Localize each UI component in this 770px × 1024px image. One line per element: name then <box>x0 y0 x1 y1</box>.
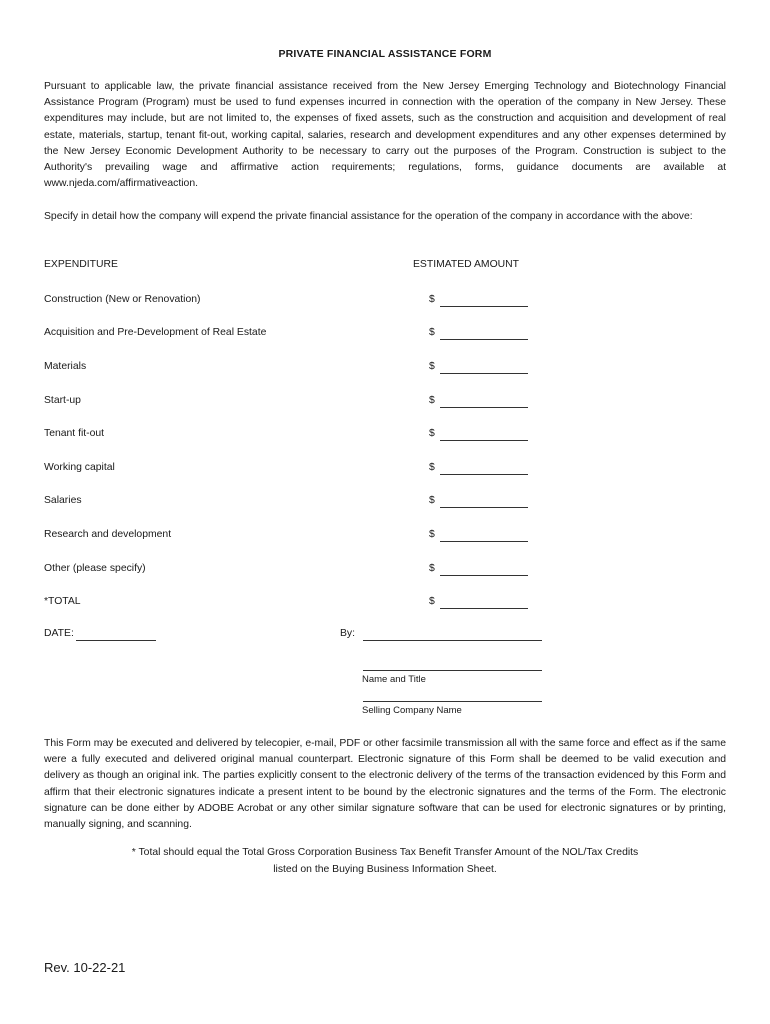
amount-field-research[interactable] <box>440 541 528 542</box>
expenditure-label: Materials <box>44 361 87 372</box>
expenditure-row-other <box>0 563 770 579</box>
amount-field-total[interactable] <box>440 608 528 609</box>
expenditure-row-startup <box>0 395 770 411</box>
form-title: PRIVATE FINANCIAL ASSISTANCE FORM <box>278 48 492 60</box>
expenditure-label: Other (please specify) <box>44 563 146 574</box>
expenditure-label: *TOTAL <box>44 596 81 607</box>
dollar-sign: $ <box>429 361 435 372</box>
total-note-line-2: listed on the Buying Business Information Sheet. <box>273 864 497 875</box>
amount-field-materials[interactable] <box>440 373 528 374</box>
instruction-paragraph: Specify in detail how the company will expend the private financial assistance for the operation of the company in accordance with the above: <box>44 211 693 222</box>
expenditure-row-acquisition <box>0 327 770 343</box>
amount-field-construction[interactable] <box>440 306 528 307</box>
expenditure-row-total <box>0 596 770 612</box>
expenditure-label: Tenant fit-out <box>44 428 105 439</box>
amount-field-acquisition[interactable] <box>440 339 528 340</box>
execution-paragraph: This Form may be executed and delivered by telecopier, e-mail, PDF or other facsimile transmission all with the same force and effect as if the same were a fully executed and delivered original manual counterpart. Electronic signature of this Form shall be deemed to be valid execution and delivery as though an original ink. The parties explicitly consent to the electronic delivery of the terms of the transaction evidenced by this Form and affirm that their electronic signatures indicate a present intent to be bound by the electronic signatures and the terms of the Form. The electronic signature can be done either by ADOBE Acrobat or any other similar signature software that can be used for electronic signatures or by printing, manually signing, and scanning. <box>44 738 726 831</box>
dollar-sign: $ <box>429 462 435 473</box>
expenditure-row-research <box>0 529 770 545</box>
by-label: By: <box>340 628 356 639</box>
dollar-sign: $ <box>429 596 435 607</box>
amount-field-salaries[interactable] <box>440 507 528 508</box>
date-label: DATE: <box>44 628 74 639</box>
amount-field-tenant-fit-out[interactable] <box>440 440 528 441</box>
expenditure-label: Construction (New or Renovation) <box>44 294 201 305</box>
expenditure-header: EXPENDITURE <box>44 259 118 270</box>
amount-field-startup[interactable] <box>440 407 528 408</box>
expenditure-row-salaries <box>0 495 770 511</box>
total-note-line-1: * Total should equal the Total Gross Corporation Business Tax Benefit Transfer Amount of the NOL/Tax Credits <box>131 847 639 858</box>
expenditure-label: Start-up <box>44 395 81 406</box>
amount-field-working-capital[interactable] <box>440 474 528 475</box>
company-name-field[interactable] <box>363 701 542 702</box>
dollar-sign: $ <box>429 495 435 506</box>
expenditure-label: Research and development <box>44 529 172 540</box>
date-field[interactable] <box>76 640 156 641</box>
dollar-sign: $ <box>429 294 435 305</box>
estimated-amount-header: ESTIMATED AMOUNT <box>413 259 520 270</box>
intro-paragraph: Pursuant to applicable law, the private financial assistance received from the New Jersey Emerging Technology and Biotechnology Financial Assistance Program (Program) must be used to fund expenses incurred in connection with the operation of the company in New Jersey. These expenditures may include, but are not limited to, the expenses of fixed assets, such as the construction and acquisition and development of real estate, materials, startup, tenant fit-out, working capital, salaries, research and development expenditures and any other expenses determined by the New Jersey Economic Development Authority to be necessary to carry out the purposes of the Program. Construction is subject to the Authority's prevailing wage and affirmative action requirements; regulations, forms, guidance documents are available at www.njeda.com/affirmativeaction. <box>44 81 726 190</box>
expenditure-row-materials <box>0 361 770 377</box>
expenditure-label: Salaries <box>44 495 82 506</box>
company-name-caption: Selling Company Name <box>362 705 462 716</box>
amount-field-other[interactable] <box>440 575 528 576</box>
total-note <box>0 844 770 878</box>
dollar-sign: $ <box>429 395 435 406</box>
dollar-sign: $ <box>429 327 435 338</box>
expenditure-label: Working capital <box>44 462 115 473</box>
expenditure-row-tenant-fit-out <box>0 428 770 444</box>
signature-field[interactable] <box>363 640 542 641</box>
revision-label: Rev. 10-22-21 <box>44 960 126 975</box>
expenditure-label: Acquisition and Pre-Development of Real Estate <box>44 327 267 338</box>
dollar-sign: $ <box>429 529 435 540</box>
dollar-sign: $ <box>429 563 435 574</box>
dollar-sign: $ <box>429 428 435 439</box>
name-title-caption: Name and Title <box>362 674 426 685</box>
expenditure-row-construction <box>0 294 770 310</box>
expenditure-row-working-capital <box>0 462 770 478</box>
name-title-field[interactable] <box>363 670 542 671</box>
